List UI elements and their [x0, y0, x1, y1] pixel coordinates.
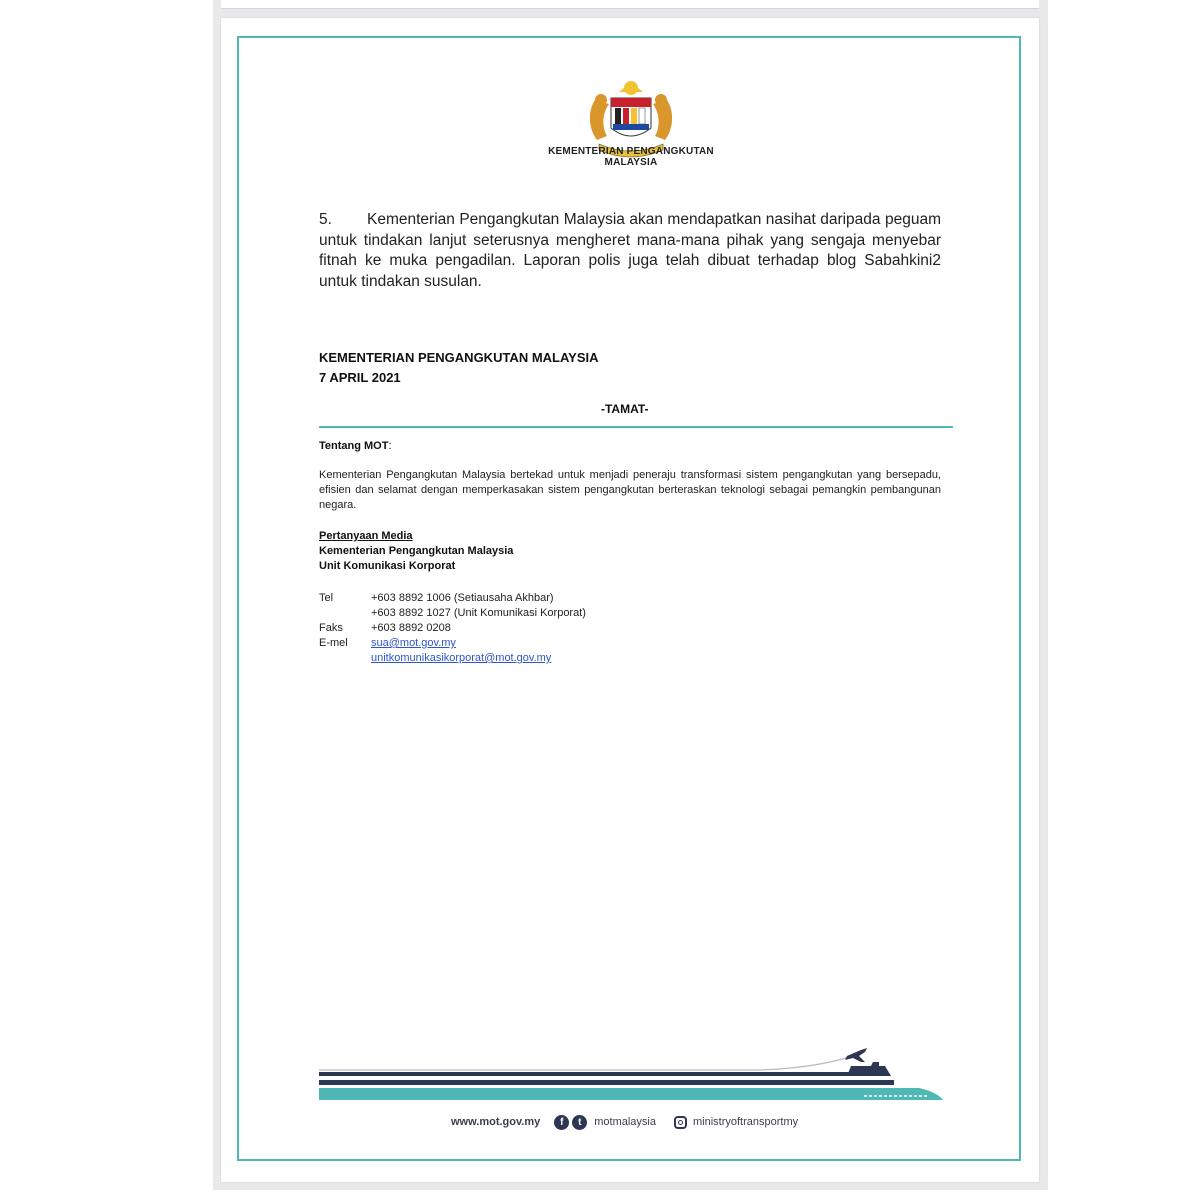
- contact-row-fax: [319, 621, 586, 636]
- document-page: [221, 18, 1039, 1182]
- paragraph-number: 5.: [319, 211, 332, 228]
- social-handle: motmalaysia: [594, 1116, 656, 1128]
- twitter-icon[interactable]: t: [572, 1115, 587, 1130]
- end-mark: -TAMAT-: [601, 402, 649, 416]
- contact-row-tel: [319, 591, 586, 606]
- airplane-icon: [845, 1048, 867, 1062]
- tel-value-2: +603 8892 1027 (Unit Komunikasi Korporat): [371, 607, 586, 619]
- previous-page-edge: [221, 0, 1039, 9]
- transport-footer-graphic: [319, 1048, 944, 1110]
- signature-block: [319, 348, 599, 388]
- about-heading-colon: :: [388, 440, 392, 452]
- facebook-icon[interactable]: f: [554, 1115, 569, 1130]
- signature-org: KEMENTERIAN PENGANGKUTAN MALAYSIA: [319, 350, 599, 365]
- contact-row-tel-2: [319, 606, 586, 621]
- contact-row-email: [319, 636, 586, 651]
- media-unit: Unit Komunikasi Korporat: [319, 560, 456, 572]
- ship-icon: [847, 1062, 891, 1076]
- contact-row-email-2: [319, 651, 586, 666]
- tel-value-1: +603 8892 1006 (Setiausaha Akhbar): [371, 592, 554, 604]
- ministry-letterhead-line2: MALAYSIA: [604, 157, 658, 168]
- train-icon: [859, 1088, 943, 1100]
- email-link-sua[interactable]: sua@mot.gov.my: [371, 637, 456, 649]
- fax-value: +603 8892 0208: [371, 622, 451, 634]
- tel-label: Tel: [319, 592, 334, 604]
- contact-details: [319, 591, 586, 666]
- about-text: Kementerian Pengangkutan Malaysia bertekad untuk menjadi peneraju transformasi sistem pengangkutan yang bersepadu, efisien dan selamat dengan memperkasakan sistem pengangkutan berteraskan teknologi sebagai pemangkin pembangunan negara.: [319, 469, 941, 511]
- ministry-letterhead: [481, 146, 781, 168]
- paragraph-text: Kementerian Pengangkutan Malaysia akan mendapatkan nasihat daripada peguam untuk tindakan lanjut seterusnya mengheret mana-mana pihak yang sengaja menyebar fitnah ke muka pengadilan. Laporan polis juga telah dibuat terhadap blog Sabahkini2 untuk tindakan susulan.: [319, 211, 941, 290]
- about-heading-text: Tentang MOT: [319, 440, 389, 452]
- instagram-handle: ministryoftransportmy: [692, 1116, 799, 1128]
- email-label: E-mel: [319, 637, 348, 649]
- ministry-letterhead-line1: KEMENTERIAN PENGANGKUTAN: [548, 146, 714, 157]
- section-divider: [319, 426, 953, 428]
- signature-date: 7 APRIL 2021: [319, 370, 401, 385]
- instagram-icon[interactable]: [674, 1116, 687, 1129]
- website-link[interactable]: www.mot.gov.my: [451, 1116, 541, 1128]
- about-heading: [319, 440, 392, 452]
- media-heading: Pertanyaan Media: [319, 530, 413, 542]
- email-link-korporat[interactable]: unitkomunikasikorporat@mot.gov.my: [371, 652, 552, 664]
- media-org: Kementerian Pengangkutan Malaysia: [319, 545, 514, 557]
- media-enquiries: [319, 529, 513, 574]
- paragraph-5: [319, 210, 941, 292]
- fax-label: Faks: [319, 622, 343, 634]
- footer-social-bar: [451, 1112, 798, 1132]
